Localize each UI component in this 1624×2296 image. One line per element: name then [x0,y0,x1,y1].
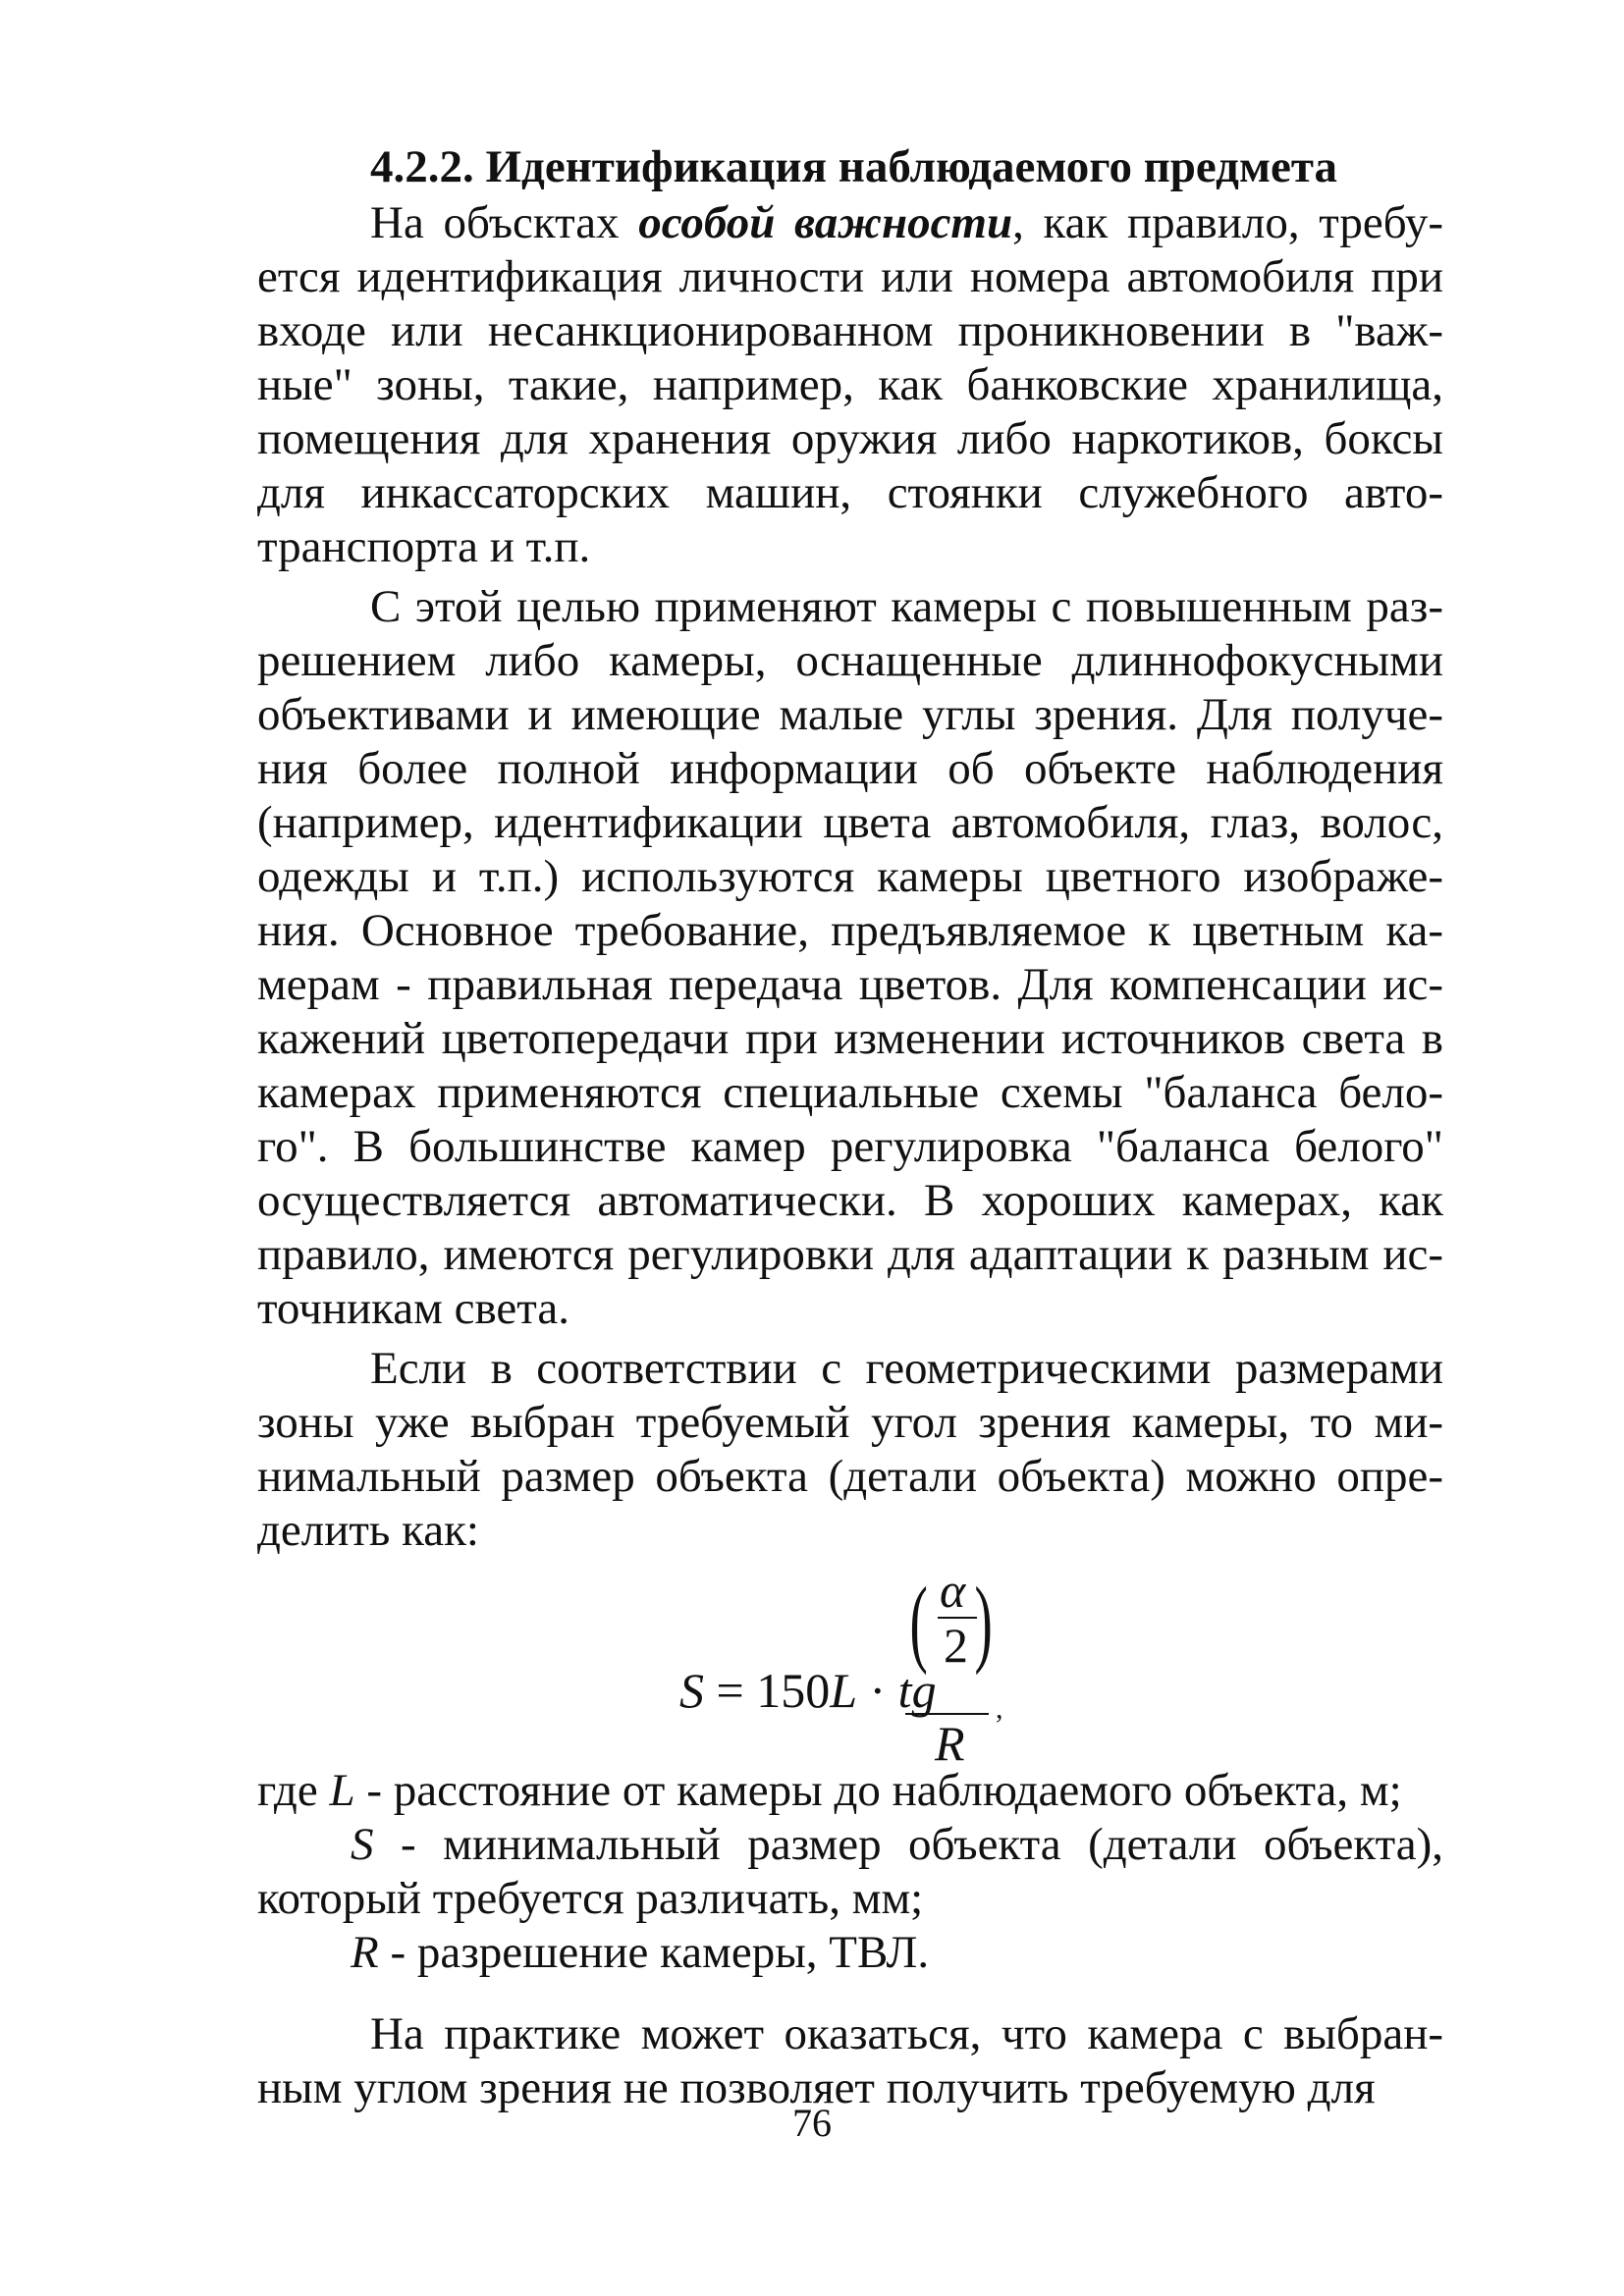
definition-text: - минимальный размер объекта (детали объекта), который требуется различать, мм; [257,1819,1443,1924]
formula-alpha: α [940,1563,966,1618]
formula-coef: 150 [756,1663,831,1718]
definition-text: - разрешение камеры, ТВЛ. [378,1927,930,1978]
formula [257,1563,1443,1771]
paragraph-4: На практике может оказаться, что камера с выбран-ным углом зрения не позволяет получить требуемую для [257,2008,1443,2113]
formula-dot: · [857,1663,898,1718]
formula-angle-fraction [909,1563,1028,1676]
emphasis-text: особой важности [638,197,1013,248]
definition-R [257,1926,1443,1980]
paragraph-1-start: На объсктах [370,197,639,248]
formula-two: 2 [944,1618,968,1673]
definition-var: S [351,1819,374,1870]
formula-comma: , [996,1692,1003,1725]
definition-S [257,1818,1443,1926]
section-heading: 4.2.2. Идентификация наблюдаемого предмета [370,141,1337,192]
paren-right: ) [974,1567,993,1676]
formula-L: L [830,1663,858,1718]
fraction-bar-main [905,1713,989,1715]
formula-lhs: S [679,1663,704,1718]
formula-R: R [935,1716,965,1771]
paren-left: ( [909,1567,928,1676]
paragraph-1-rest: , как правило, требу-ется идентификация личности или номера автомобиля при входе или несанкционированном проникновении в "важ-ные" зоны, такие, например, как банковские хранилища, помещения для хранения оружия либо наркотиков, боксы для инкассаторских машин, стоянки служебного авто-транспорта и т.п. [257,197,1443,572]
definition-L [257,1764,1443,1818]
definition-text: - расстояние от камеры до наблюдаемого объекта, м; [354,1765,1402,1816]
definition-prefix: где [257,1765,330,1816]
paragraph-2: С этой целью применяют камеры с повышенным раз-решением либо камеры, оснащенные длиннофокусными объективами и имеющие малые углы зрения. Для получе-ния более полной информации об объекте наблюдения (например, идентификации цвета автомобиля, глаз, волос, одежды и т.п.) используются камеры цветного изображе-ния. Основное требование, предъявляемое к цветным ка-мерам - правильная передача цветов. Для компенсации ис-кажений цветопередачи при изменении источников света в камерах применяются специальные схемы "баланса бело-го". В большинстве камер регулировка "баланса белого" осуществляется автоматически. В хороших камерах, как правило, имеются регулировки для адаптации к разным ис-точникам света. [257,581,1443,1334]
formula-tg: tg [897,1663,937,1718]
definition-var: L [329,1765,355,1816]
paragraph-1 [257,196,1443,574]
page-content [257,137,1443,2115]
formula-main [679,1664,937,1718]
formula-equals: = [704,1663,757,1718]
definition-var: R [351,1927,379,1978]
page-number: 76 [792,2101,832,2145]
paragraph-3: Если в соответствии с геометрическими размерами зоны уже выбран требуемый угол зрения камеры, то ми-нимальный размер объекта (детали объекта) можно опре-делить как: [257,1343,1443,1556]
